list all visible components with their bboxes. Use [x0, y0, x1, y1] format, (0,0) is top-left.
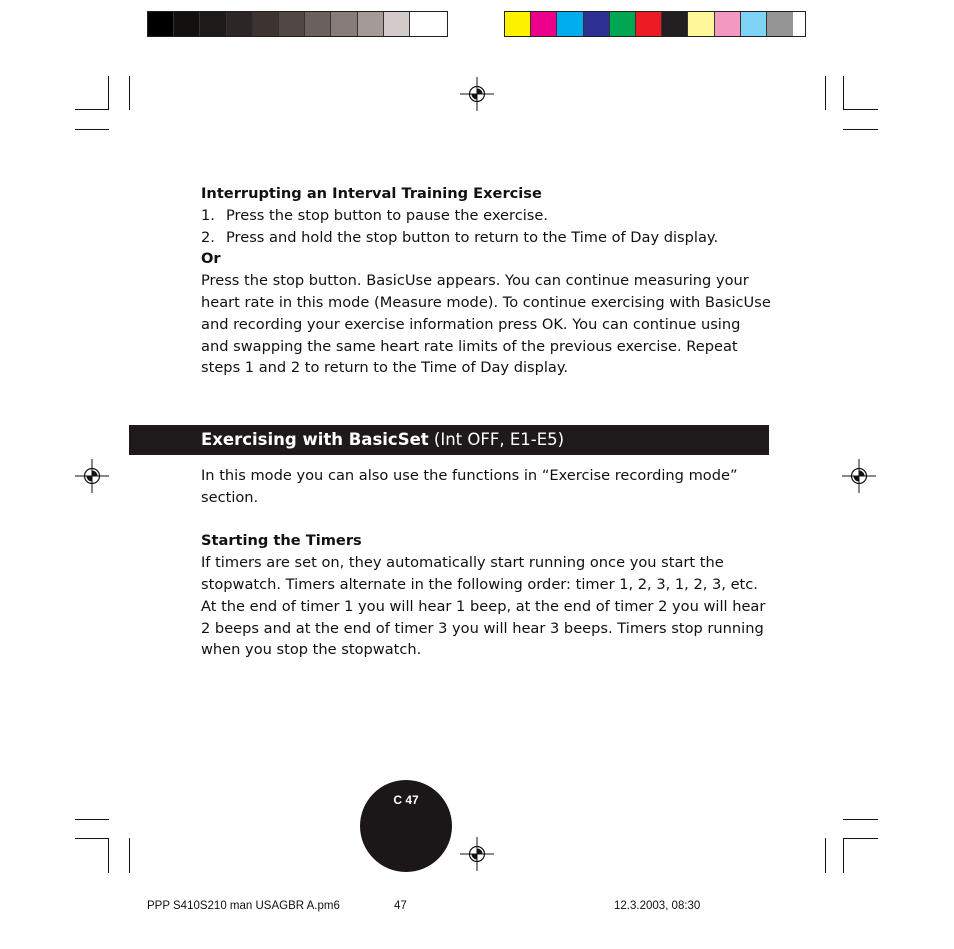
- banner-title: Exercising with BasicSet: [201, 430, 429, 449]
- color-swatch: [741, 12, 767, 36]
- color-swatch: [410, 12, 436, 36]
- footer-page: 47: [394, 900, 407, 912]
- step-number: 2.: [201, 228, 215, 246]
- color-swatch: [531, 12, 557, 36]
- spacer: [201, 509, 771, 531]
- crop-mark: [843, 129, 878, 130]
- color-swatch: [305, 12, 331, 36]
- crop-mark: [75, 819, 109, 820]
- list-item: [201, 205, 771, 227]
- page-code: C 47: [393, 793, 419, 807]
- color-swatch: [636, 12, 662, 36]
- crop-mark: [75, 109, 109, 110]
- crop-mark: [75, 129, 109, 130]
- body-paragraph: Press the stop button. BasicUse appears. You can continue measuring your heart rate in this mode (Measure mode). To continue exercising with BasicUse and recording your exercise information press OK. You can continue using and swapping the same heart rate limits of the previous exercise. Repeat steps 1 and 2 to return to the Time of Day display.: [201, 272, 771, 377]
- crop-mark: [825, 838, 826, 873]
- color-swatch: [610, 12, 636, 36]
- crop-mark: [108, 76, 109, 110]
- footer-datetime: 12.3.2003, 08:30: [614, 900, 701, 912]
- section-banner: [129, 425, 769, 455]
- registration-mark-icon: [842, 459, 876, 493]
- crop-mark: [129, 76, 130, 110]
- or-label: Or: [201, 250, 221, 268]
- footer-filename: PPP S410S210 man USAGBR A.pm6: [147, 900, 340, 912]
- color-swatch: [715, 12, 741, 36]
- color-swatch: [358, 12, 384, 36]
- color-swatch: [148, 12, 174, 36]
- crop-mark: [75, 838, 109, 839]
- section-heading: Starting the Timers: [201, 532, 362, 550]
- color-swatch: [557, 12, 583, 36]
- section-interrupting: [201, 183, 771, 379]
- section-basicset: [201, 465, 771, 661]
- steps-list: [201, 205, 771, 249]
- body-paragraph: If timers are set on, they automatically start running once you start the stopwatch. Timers alternate in the following order: timer 1, 2, 3, 1, 2, 3, etc. At the end of timer 1 you will hear 1 beep, at the end of timer 2 you will hear 2 beeps and at the end of timer 3 you will hear 3 beeps. Timers stop running when you stop the stopwatch.: [201, 554, 766, 659]
- crop-mark: [843, 109, 878, 110]
- color-calibration-bar: [504, 11, 806, 37]
- color-swatch: [279, 12, 305, 36]
- crop-mark: [108, 838, 109, 873]
- crop-mark: [843, 838, 844, 873]
- banner-subtitle: (Int OFF, E1-E5): [428, 430, 565, 449]
- color-swatch: [200, 12, 226, 36]
- color-swatch: [331, 12, 357, 36]
- crop-mark: [129, 838, 130, 873]
- color-swatch: [688, 12, 714, 36]
- step-number: 1.: [201, 206, 215, 224]
- color-swatch: [227, 12, 253, 36]
- crop-mark: [843, 819, 878, 820]
- step-text: Press and hold the stop button to return to the Time of Day display.: [226, 228, 719, 246]
- section-heading: Interrupting an Interval Training Exercise: [201, 185, 542, 202]
- color-swatch: [662, 12, 688, 36]
- crop-mark: [843, 838, 878, 839]
- crop-mark: [825, 76, 826, 110]
- color-swatch: [253, 12, 279, 36]
- color-swatch: [584, 12, 610, 36]
- color-swatch: [505, 12, 531, 36]
- color-swatch: [767, 12, 793, 36]
- step-text: Press the stop button to pause the exercise.: [226, 206, 548, 224]
- intro-paragraph: In this mode you can also use the functions in “Exercise recording mode” section.: [201, 467, 738, 506]
- crop-mark: [843, 76, 844, 110]
- registration-mark-icon: [460, 837, 494, 871]
- registration-mark-icon: [75, 459, 109, 493]
- list-item: [201, 227, 771, 249]
- registration-mark-icon: [460, 77, 494, 111]
- color-swatch: [174, 12, 200, 36]
- color-swatch: [384, 12, 410, 36]
- grayscale-calibration-bar: [147, 11, 448, 37]
